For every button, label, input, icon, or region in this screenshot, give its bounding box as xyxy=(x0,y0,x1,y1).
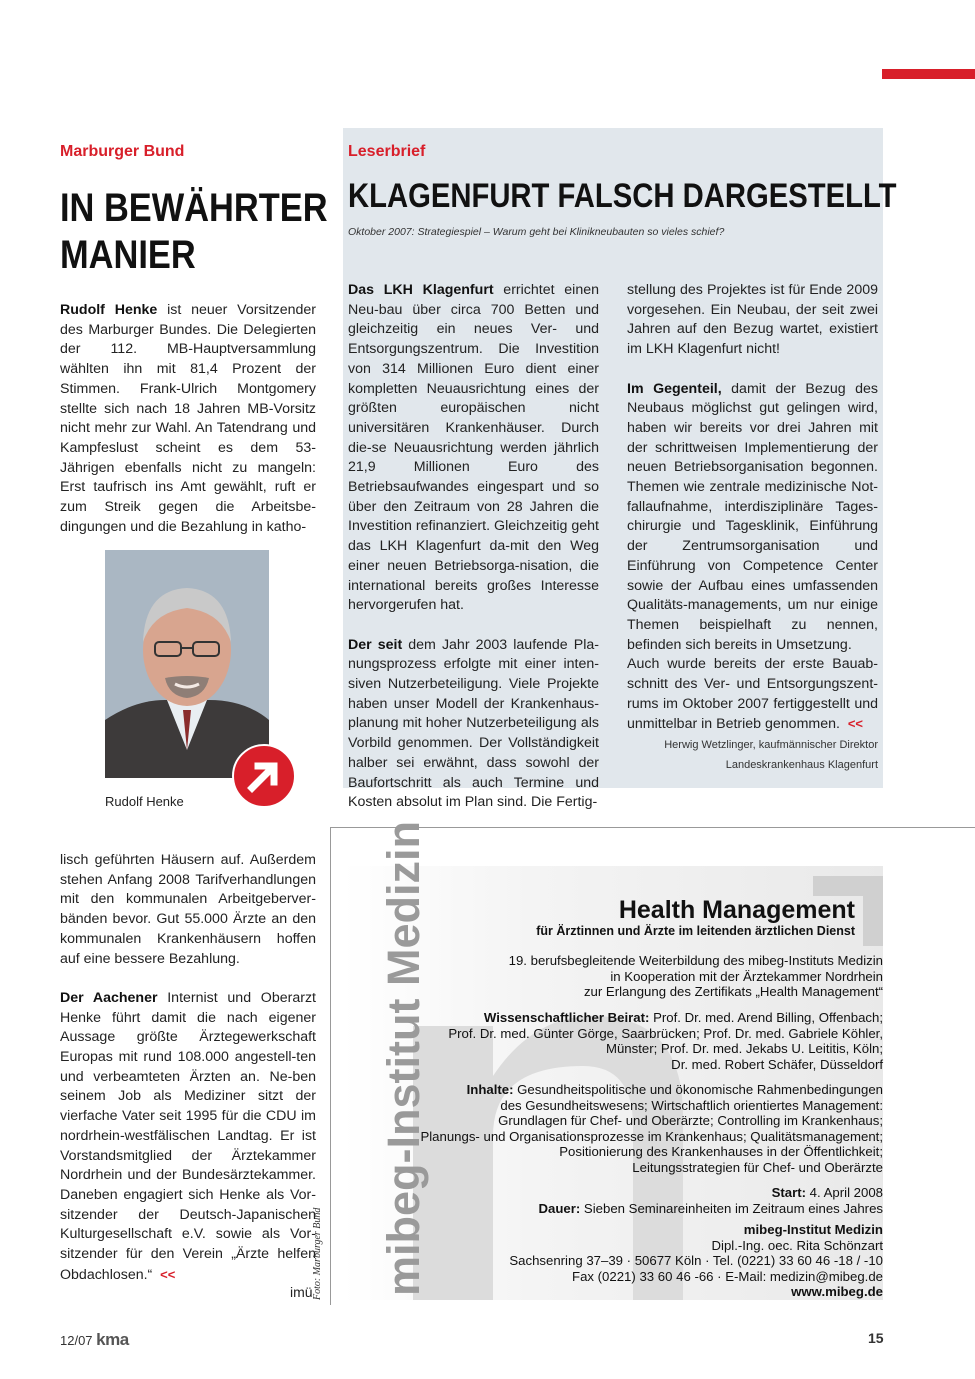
letter-signature-line2: Landeskrankenhaus Klagenfurt xyxy=(725,759,878,772)
arrow-badge-icon xyxy=(232,744,296,808)
footer-issue xyxy=(60,1330,129,1350)
footer-issue-number: 12/07 xyxy=(60,1333,93,1348)
photo-credit: Foto: Marburger Bund xyxy=(312,1207,323,1300)
letter-rubric: Leserbrief xyxy=(348,143,426,160)
ad-beirat-label: Wissenschaftlicher Beirat: xyxy=(483,1010,650,1025)
ad-title: Health Management xyxy=(618,896,855,924)
left-p1-lead: Rudolf Henke xyxy=(60,302,158,318)
ad-beirat-line3: Münster; Prof. Dr. med. Jekabs U. Leititis, Köln; xyxy=(605,1041,883,1057)
left-end-marks: << xyxy=(160,1266,176,1282)
left-p2-text: lisch geführten Häusern auf. Außerdem stehen Anfang 2008 Tarifverhandlungen mit den kommunalen Arbeitgeberver-bänden bevor. Gut 55.000 Ärzte an den kommunalen Krankenhäusern hoffen auf eine bessere Bezahlung. xyxy=(60,852,316,967)
left-rubric: Marburger Bund xyxy=(60,143,185,160)
left-p3-text: Internist und Oberarzt Henke führt damit die nach eigener Aussage größte Ärztegewerkschaft Europas mit rund 108.000 angestell-ten und verbeamteten Ärzten an. Ne-ben seinem Job als Mediziner sitzt der vierfache Vater seit 1995 für die CDU im nordrhein-westfälischen Landtag. Er ist Vorstandsmitglied der Ärztekammer Nordrhein und der Bundesärztekammer. Daneben engagiert sich Henke als Vor-sitzender der Deutsch-Japanischen Kulturgesellschaft e.V. sowie als Vor-sitzender für den Verein „Ärzte helfen Obdachlosen.“ xyxy=(60,989,317,1283)
letter-paragraph-5 xyxy=(627,655,878,735)
ad-start-label: Start: xyxy=(771,1185,807,1200)
ad-inhalte-label: Inhalte: xyxy=(466,1082,514,1097)
ad-intro-line1: 19. berufsbegleitende Weiterbildung des mibeg-Instituts Medizin xyxy=(508,953,883,968)
author-initials: imü xyxy=(290,1284,313,1300)
letter-p1-lead: Das LKH Klagenfurt xyxy=(348,282,494,298)
ad-dauer-label: Dauer: xyxy=(538,1200,581,1216)
ad-beirat-line4: Dr. med. Robert Schäfer, Düsseldorf xyxy=(671,1056,883,1072)
left-paragraph-2 xyxy=(60,851,316,1285)
letter-p1-text: errichtet einen Neu-bau über circa 700 Betten und gleichzeitig ein neues Ver- und Entsorgungszentrum. Die Investition von 314 Millionen Euro dient einer kompletten Neuausrichtung eines der größten europäischen nicht universitären Krankenhäuser. Durch die-se Neuausrichtung werden jährlich 21,9 Millionen Euro des Betriebsaufwandes eingespart und so über den Zeitraum von 28 Jahren die Investition refinanziert. Gleichzeitig geht das LKH Klagenfurt da-mit den Weg einer neuen Betriebsorga-nisation, die international bereits großes Interesse hervorgerufen hat. xyxy=(348,282,599,614)
left-p1-text: ist neuer Vorsitzender des Marburger Bundes. Die Delegierten der 112. MB-Hauptversammlung wählten ihn mit 81,4 Prozent der Stimmen. Frank-Ulrich Montgomery stellte sich nach 18 Jahren MB-Vorsitz nicht mehr zur Wahl. An Tatendrang und Kampfeslust scheint es dem 53-Jährigen ebenfalls nicht zu mangeln: Erst taufrisch ins Amt gewählt, ruft er zum Streik gegen die Arbeitsbe-dingungen und die Bezahlung in katho- xyxy=(60,302,317,535)
letter-p5-text: Auch wurde bereits der erste Bauab-schnitt des Ver- und Entsorgungszent-rums im Oktober 2007 fertiggestellt und unmittelbar in Betrieb genommen. xyxy=(627,656,878,733)
letter-subtitle: Oktober 2007: Strategiespiel – Warum geht bei Klinikneubauten so vieles schief? xyxy=(348,226,725,238)
ad-beirat-line1: Prof. Dr. med. Arend Billing, Offenbach; xyxy=(649,1010,883,1025)
letter-paragraph-3: stellung des Projektes ist für Ende 2009 vorgesehen. Ein Neubau, der seit zwei Jahren auf den Bezug wartet, existiert im LKH Klagenfurt nicht! xyxy=(627,282,878,358)
letter-end-marks: << xyxy=(847,716,864,732)
page-number: 15 xyxy=(868,1330,884,1346)
ad-advisory-board xyxy=(448,1010,883,1072)
ad-intro xyxy=(509,953,883,1000)
letter-paragraph-2 xyxy=(348,636,599,813)
ad-inhalte-line6: Leitungsstrategien für Chef- und Oberärzte xyxy=(632,1159,883,1175)
left-p3-lead: Der Aachener xyxy=(60,989,158,1006)
ad-inhalte-line2: des Gesundheitswesens; Wirtschaftlich orientiertes Management: xyxy=(500,1097,883,1113)
letter-signature-line1: Herwig Wetzlinger, kaufmännischer Direktor xyxy=(664,739,878,752)
ad-org-name: mibeg-Institut Medizin xyxy=(743,1222,883,1237)
ad-start-value: 4. April 2008 xyxy=(806,1185,883,1200)
letter-p2-text: dem Jahr 2003 laufende Pla-nungsprozess erfolgte mit einer inten-siven Nutzerbeteiligung. Viele Projekte haben unser Modell der Krankenhaus-planung mit hoher Nutzerbeteiligung als Vorbild genommen. Der Vollständigkeit halber sei erwähnt, dass sowohl der Baufortschritt als auch Termine und Kosten absolut im Plan sind. Die Fertig- xyxy=(348,636,599,811)
photo-caption: Rudolf Henke xyxy=(105,794,184,809)
ad-inhalte-line3: Grundlagen für Chef- und Oberärzte; Controlling im Krankenhaus; xyxy=(498,1113,883,1129)
letter-paragraph-1 xyxy=(348,281,599,616)
ad-fax-email[interactable]: Fax (0221) 33 60 46 -66 · E-Mail: medizin@mibeg.de xyxy=(572,1268,883,1284)
ad-subtitle: für Ärztinnen und Ärzte im leitenden ärztlichen Dienst xyxy=(536,924,855,938)
ad-website-link[interactable]: www.mibeg.de xyxy=(791,1284,883,1300)
letter-p2-lead: Der seit xyxy=(348,636,403,653)
left-headline-line2: MANIER xyxy=(60,233,196,277)
ad-contact-person: Dipl.-Ing. oec. Rita Schönzart xyxy=(711,1237,883,1253)
ad-inhalte-line4: Planungs- und Organisationsprozesse im Krankenhaus; Qualitätsmanagement; xyxy=(420,1128,883,1144)
top-accent-bar xyxy=(882,69,975,79)
ad-intro-line3: zur Erlangung des Zertifikats „Health Management“ xyxy=(583,984,883,1000)
left-paragraph-3 xyxy=(60,989,316,1286)
ad-beirat-line2: Prof. Dr. med. Günter Görge, Saarbrücken; Prof. Dr. med. Gabriele Köhler, xyxy=(448,1025,883,1041)
kma-logo: kma xyxy=(96,1330,129,1349)
ad-contents xyxy=(420,1082,883,1176)
letter-headline: KLAGENFURT FALSCH DARGESTELLT xyxy=(348,177,897,215)
ad-inhalte-line5: Positionierung des Krankenhauses in der Öffentlichkeit; xyxy=(559,1144,883,1160)
letter-p4-lead: Im Gegenteil, xyxy=(627,380,722,397)
letter-column-1 xyxy=(348,281,599,813)
ad-intro-line2: in Kooperation mit der Ärztekammer Nordrhein xyxy=(610,968,883,984)
ad-contact xyxy=(509,1222,883,1300)
left-headline-line1: IN BEWÄHRTER xyxy=(60,186,328,230)
left-paragraph-1 xyxy=(60,301,316,537)
column-divider-vertical xyxy=(330,827,331,1305)
ad-inhalte-line1: Gesundheitspolitische und ökonomische Rahmenbedingungen xyxy=(513,1082,883,1097)
letter-paragraph-4 xyxy=(627,380,878,656)
ad-address: Sachsenring 37–39 · 50677 Köln · Tel. (0221) 33 60 46 -18 / -10 xyxy=(509,1253,883,1269)
ad-schedule xyxy=(538,1185,883,1216)
letter-column-2 xyxy=(627,281,878,775)
ad-vertical-brand: mibeg-Institut Medizin xyxy=(378,821,429,1296)
left-headline xyxy=(60,185,328,279)
letter-p4-text: damit der Bezug des Neubaus möglichst gut gelingen wird, haben wir bereits vor drei Jahren mit der schrittweisen Implementierung der neuen Betriebsorganisation begonnen. Themen wie zentrale medizinische Not-fallaufnahme, interdisziplinäre Tages-chirurgie und Tagesklinik, Einführung der Zentrumsorganisation und Einführung von Competence Center sowie der Aufbau eines umfassenden Qualitäts-managements, um nur einige Themen beispielhaft zu nennen, befinden sich bereits in Umsetzung. xyxy=(627,380,878,653)
ad-dauer-value: Sieben Seminareinheiten im Zeitraum eines Jahres xyxy=(580,1200,883,1216)
